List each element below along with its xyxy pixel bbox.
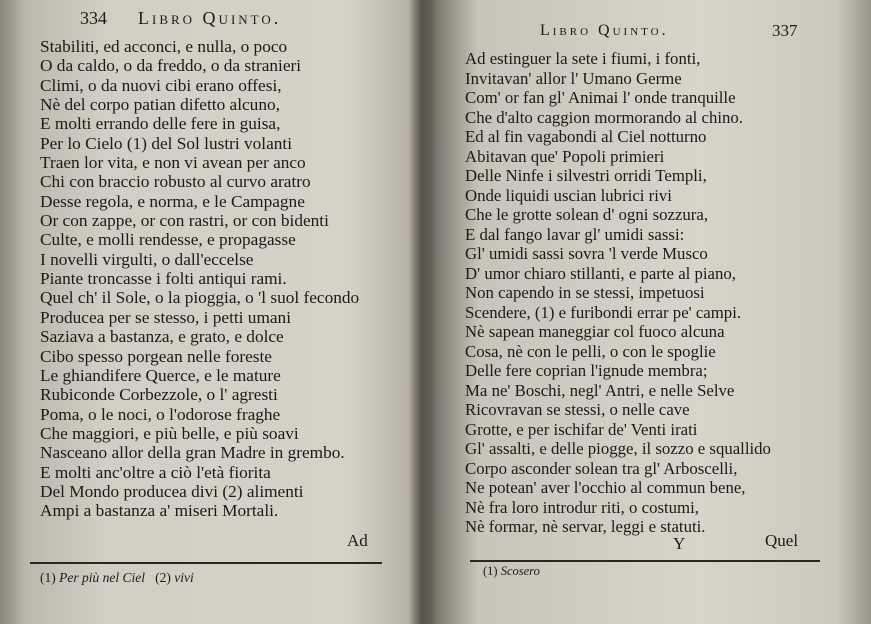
page-number: 334 [80,8,107,28]
signature-mark: Y [673,534,686,553]
page-number: 337 [772,21,798,40]
verse-line: Per lo Cielo (1) del Sol lustri volanti [40,133,292,153]
verse-line: Quel ch' il Sole, o la pioggia, o 'l suol fecondo [40,288,360,308]
right-page [425,0,871,624]
verse-line: Saziava a bastanza, e grato, e dolce [40,327,284,347]
verse-line: Delle Ninfe i silvestri orridi Templi, [465,166,707,185]
footnote-text: vivi [174,570,194,585]
footnote-text: Per più nel Ciel [59,570,145,585]
verse-line: Ed al fin vagabondi al Ciel notturno [465,127,707,146]
verse-line: Desse regola, e norma, e le Campagne [40,191,305,211]
footnotes [483,564,540,579]
verse-line: Che le grotte solean d' ogni sozzura, [465,205,709,224]
running-head: Libro Quinto. [138,8,282,28]
verse-line: Nasceano allor della gran Madre in grembo. [40,443,345,463]
verse-line: I novelli virgulti, o dall'eccelse [40,249,254,269]
verse-line: Producea per se stesso, i petti umani [40,307,292,327]
verse-line: E molti anc'oltre a ciò l'età fiorita [40,462,271,482]
verse-line: Gl' assalti, e delle piogge, il sozzo e squallido [465,439,771,458]
verse-line: Scendere, (1) e furibondi errar pe' campi. [465,302,742,322]
footnote-marker: (1) [483,564,498,578]
footnote-marker: (1) [40,570,56,585]
verse-line: Nè del corpo patian difetto alcuno, [40,95,280,115]
verse-line: Non capendo in se stessi, impetuosi [465,283,705,302]
footnote-marker: (2) [155,570,171,585]
verse-line: Culte, e molli rendesse, e propagasse [40,230,296,250]
verse-line: Che maggiori, e più belle, e più soavi [40,423,299,443]
verse-line: Ricovravan se stessi, o nelle cave [465,400,690,419]
verse-line: Ampi a bastanza a' miseri Mortali. [40,501,279,521]
verse-line: Delle fere coprian l'ignude membra; [465,361,708,380]
verse-line: Ad estinguer la sete i fiumi, i fonti, [465,49,701,68]
verse-line: Chi con braccio robusto al curvo aratro [40,172,311,192]
verse-lines [40,37,410,521]
verse-line: Cibo spesso porgean nelle foreste [40,346,272,366]
verse-line: Gl' umidi sassi sovra 'l verde Musco [465,244,708,263]
verse-line: Rubiconde Corbezzole, o l' agresti [40,385,278,405]
verse-line: Che d'alto caggion mormorando al chino. [465,107,743,127]
verse-line: Poma, o le noci, o l'odorose fraghe [40,404,281,424]
verse-line: Nè fra loro introdur riti, o costumi, [465,497,699,517]
left-page [0,0,420,624]
verse-line: E dal fango lavar gl' umidi sassi: [465,224,685,244]
catchword: Quel [765,531,799,550]
verse-line: Abitavan que' Popoli primieri [465,146,665,166]
footnotes [40,570,194,586]
verse-line: Corpo asconder solean tra gl' Arboscelli, [465,458,738,478]
verse-line: Com' or fan gl' Animai l' onde tranquille [465,88,736,107]
verse-line: Piante troncasse i folti antiqui rami. [40,269,287,289]
catchword: Ad [347,531,368,550]
verse-line: E molti errando delle fere in guisa, [40,114,281,134]
verse-line: Invitavan' allor l' Umano Germe [465,68,682,88]
verse-line: Climi, o da nuovi cibi erano offesi, [40,75,282,95]
verse-line: Le ghiandifere Querce, e le mature [40,365,281,385]
verse-line: Traen lor vita, e non vi avean per anco [40,153,306,173]
verse-line: Ma ne' Boschi, negl' Antri, e nelle Selve [465,380,735,400]
verse-line: Cosa, nè con le pelli, o con le spoglie [465,341,716,361]
verse-line: Nè formar, nè servar, leggi e statuti. [465,517,706,536]
verse-line: Nè sapean maneggiar col fuoco alcuna [465,322,725,341]
verse-line: Del Mondo producea divi (2) alimenti [40,481,304,501]
running-head: Libro Quinto. [540,22,669,39]
verse-lines [465,49,865,537]
verse-line: Or con zappe, or con rastri, or con bidenti [40,211,329,231]
footnote-text: Scosero [500,564,540,578]
footnote-rule [470,560,820,562]
footnote-rule [30,562,382,564]
verse-line: Ne potean' aver l'occhio al commun bene, [465,478,746,497]
verse-line: Stabiliti, ed acconci, e nulla, o poco [40,37,288,56]
verse-line: Grotte, e per ischifar de' Venti irati [465,419,698,439]
verse-line: D' umor chiaro stillanti, e parte al piano, [465,263,736,283]
verse-line: Onde liquidi uscian lubrici rivi [465,185,672,205]
verse-line: O da caldo, o da freddo, o da stranieri [40,56,302,76]
